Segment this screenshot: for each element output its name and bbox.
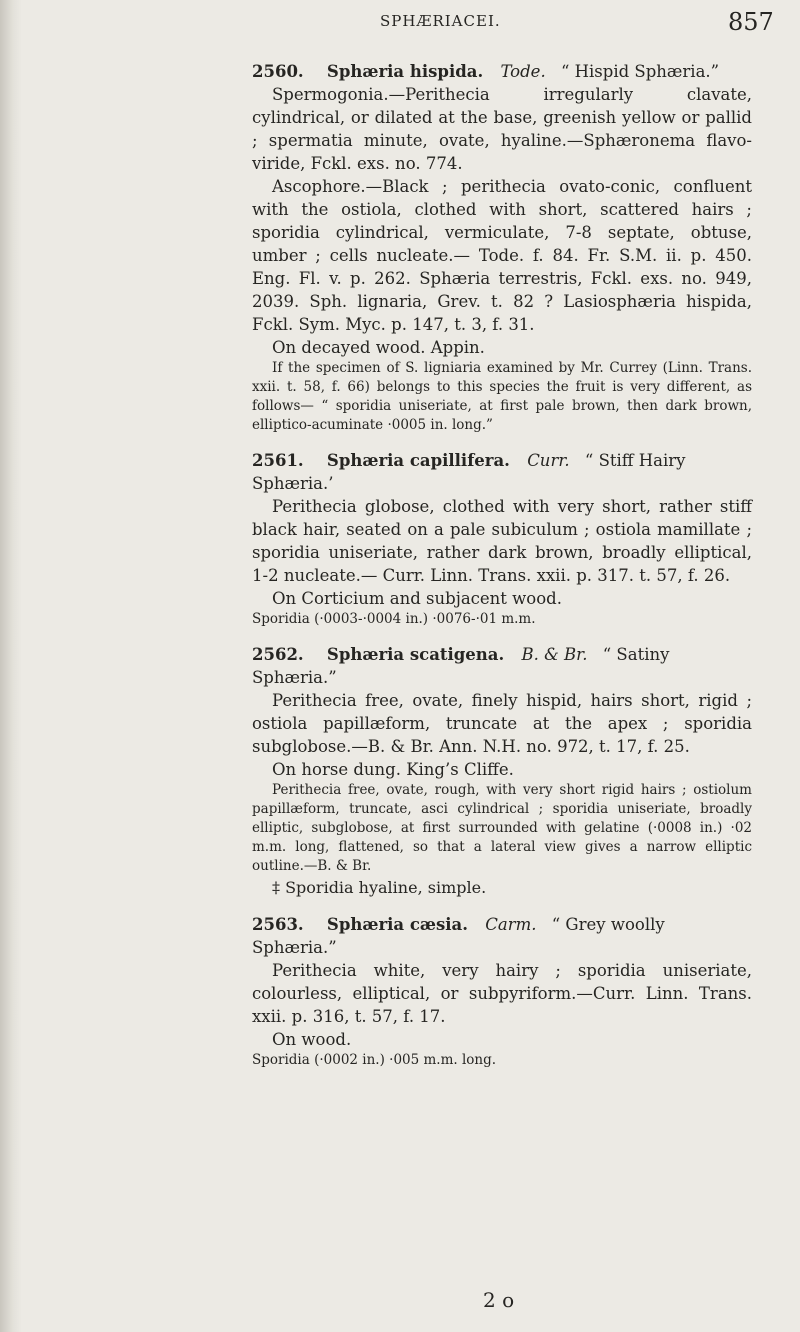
species-entry-2562: [252, 643, 752, 899]
spacer: [252, 903, 752, 913]
species-name: Sphæria scatigena.: [326, 645, 505, 664]
page-body: [252, 60, 752, 1074]
species-entry-2560: [252, 60, 752, 435]
species-name: Sphæria cæsia.: [326, 915, 468, 934]
entry-heading: [252, 913, 752, 959]
entry-heading: [252, 449, 752, 495]
measurement-line: Sporidia (·0002 in.) ·005 m.m. long.: [252, 1052, 497, 1068]
signature-mark: 2 o: [483, 1288, 515, 1312]
habitat-line: On decayed wood. Appin.: [272, 338, 485, 357]
description-paragraph: Ascophore.—Black ; perithecia ovato-conic, confluent with the ostiola, clothed with short, scattered hairs ; sporidia cylindrical, vermiculate, 7-8 septate, obtuse, umber ; cells nucleate.— Tode. f. 84. Fr. S.M. ii. p. 450. Eng. Fl. v. p. 262. Sphæria terrestris, Fckl. exs. no. 949, 2039. Sph. lignaria, Grev. t. 82 ? Lasiosphæria hispida, Fckl. Sym. Myc. p. 147, t. 3, f. 31.: [252, 177, 752, 334]
species-name: Sphæria capillifera.: [326, 451, 510, 470]
footnote-text: Perithecia free, ovate, rough, with very short rigid hairs ; ostiolum papillæform, truncate, asci cylindrical ; sporidia uniseriate, broadly elliptic, subglobose, at first surrounded with gelatine (·0008 in.) ·02 m.m. long, flattened, so that a lateral view gives a narrow elliptic outline.—B. & Br.: [252, 782, 752, 874]
species-authority: Curr.: [527, 451, 570, 470]
measurement-line: Sporidia (·0003-·0004 in.) ·0076-·01 m.m.: [252, 611, 536, 627]
description-paragraph: Perithecia globose, clothed with very short, rather stiff black hair, seated on a pale subiculum ; ostiola mamillate ; sporidia uniseriate, rather dark brown, broadly elliptical, 1-2 nucleate.— Curr. Linn. Trans. xxii. p. 317. t. 57, f. 26.: [252, 497, 752, 585]
description-paragraph: Spermogonia.—Perithecia irregularly clavate, cylindrical, or dilated at the base, greenish yellow or pallid ; spermatia minute, ovate, hyaline.—Sphæronema flavo-viride, Fckl. exs. no. 774.: [252, 85, 752, 173]
section-subheading: ‡ Sporidia hyaline, simple.: [272, 878, 487, 897]
footnote-text: If the specimen of S. ligniaria examined by Mr. Currey (Linn. Trans. xxii. t. 58, f. 66) belongs to this species the fruit is very different, as follows— “ sporidia uniseriate, at first pale brown, then dark brown, elliptico-acuminate ·0005 in. long.”: [252, 360, 752, 433]
common-name: “ Stiff Hairy Sphæria.’: [252, 451, 686, 493]
binding-shadow: [0, 0, 22, 1332]
entry-heading: [252, 60, 752, 83]
species-name: Sphæria hispida.: [326, 62, 484, 81]
species-authority: Carm.: [485, 915, 537, 934]
running-head: SPHÆRIACEI.: [380, 12, 501, 30]
entry-number: 2563.: [252, 915, 304, 934]
species-authority: Tode.: [500, 62, 546, 81]
spacer: [252, 633, 752, 643]
habitat-line: On Corticium and subjacent wood.: [272, 589, 562, 608]
habitat-line: On horse dung. King’s Cliffe.: [272, 760, 514, 779]
description-paragraph: Perithecia white, very hairy ; sporidia uniseriate, colourless, elliptical, or subpyriform.—Curr. Linn. Trans. xxii. p. 316, t. 57, f. 17.: [252, 961, 752, 1026]
species-entry-2561: [252, 449, 752, 629]
entry-number: 2562.: [252, 645, 304, 664]
species-authority: B. & Br.: [521, 645, 588, 664]
entry-heading: [252, 643, 752, 689]
entry-number: 2560.: [252, 62, 304, 81]
description-paragraph: Perithecia free, ovate, finely hispid, hairs short, rigid ; ostiola papillæform, truncate at the apex ; sporidia subglobose.—B. & Br. Ann. N.H. no. 972, t. 17, f. 25.: [252, 691, 752, 756]
common-name: “ Satiny Sphæria.”: [252, 645, 670, 687]
species-entry-2563: [252, 913, 752, 1070]
page-number: 857: [728, 8, 774, 36]
common-name: “ Hispid Sphæria.”: [560, 62, 720, 81]
habitat-line: On wood.: [272, 1030, 352, 1049]
entry-number: 2561.: [252, 451, 304, 470]
common-name: “ Grey woolly Sphæria.”: [252, 915, 665, 957]
spacer: [252, 439, 752, 449]
